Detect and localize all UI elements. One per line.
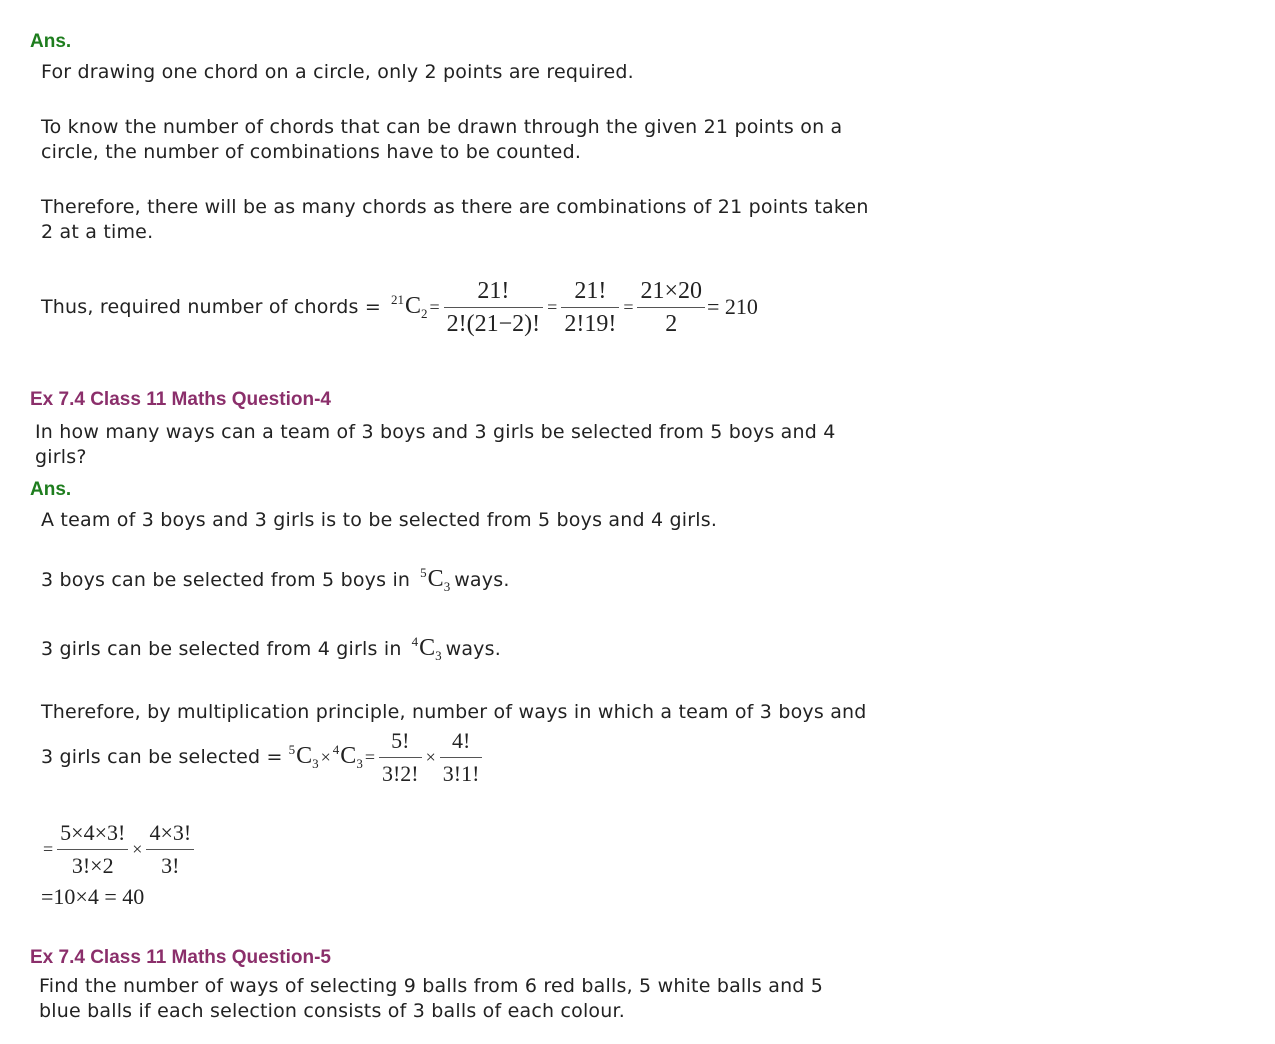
q4-formula-2 xyxy=(41,814,196,884)
equals-sign: = xyxy=(429,296,440,317)
q3-answer-paragraph-2-line-2: circle, the number of combinations have to be counted. xyxy=(41,141,582,163)
q4-fraction-1: $\frac{5!}{3!2!}$ xyxy=(379,725,422,790)
q4-final-result: =10×4 = 40 xyxy=(41,884,145,909)
q4-combination-4c3: $^4C_3$ xyxy=(411,634,442,663)
q4-answer-paragraph-1: A team of 3 boys and 3 girls is to be selected from 5 boys and 4 girls. xyxy=(41,509,718,531)
q3-chords-formula xyxy=(41,272,758,342)
q4-heading: Ex 7.4 Class 11 Maths Question-4 xyxy=(30,389,331,410)
q4-combination-4c3: $^4C_3$ xyxy=(332,742,363,771)
q4-fraction-2: $\frac{4!}{3!1!}$ xyxy=(440,725,483,790)
q4-question-line-1: In how many ways can a team of 3 boys and 3 girls be selected from 5 boys and 4 xyxy=(35,421,836,443)
times-sign: × xyxy=(425,746,436,767)
q3-answer-paragraph-3-line-2: 2 at a time. xyxy=(41,221,154,243)
q3-fraction-2: $\frac{21!}{2!19!}$ xyxy=(561,275,619,340)
answer-label: Ans. xyxy=(30,479,72,500)
q3-fraction-1: $\frac{21!}{2!(21-2)!}$ xyxy=(444,275,544,340)
q3-answer-paragraph-1: For drawing one chord on a circle, only 2 points are required. xyxy=(41,61,634,83)
q4-fraction-4: $\frac{4\times 3!}{3!}$ xyxy=(146,817,194,882)
q4-combination-5c3: $^5C_3$ xyxy=(288,742,319,771)
q3-result: = 210 xyxy=(707,294,758,319)
answer-label: Ans. xyxy=(30,31,72,52)
q4-formula-1: 3 girls can be selected = $^5C_3$ × $^4C_3$ = $\frac{5!}{3!2!}$ × $\frac{4!}{3!1!}$ xyxy=(41,724,484,790)
q3-answer-paragraph-3-line-1: Therefore, there will be as many chords as there are combinations of 21 points taken xyxy=(41,196,869,218)
q4-combination-5c3: $^5C_3$ xyxy=(420,565,451,594)
equals-sign: = xyxy=(623,296,634,317)
equals-sign: = xyxy=(364,746,375,767)
times-sign: × xyxy=(132,838,143,859)
q3-formula-lead-text: Thus, required number of chords = xyxy=(41,295,381,318)
q4-question-line-2: girls? xyxy=(35,446,87,468)
equals-sign: = xyxy=(43,838,54,859)
q4-fraction-3: $\frac{5\times 4\times 3!}{3!\times 2}$ xyxy=(57,817,128,882)
q4-girls-line: 3 girls can be selected from 4 girls in $^4C_3$ ways. xyxy=(41,634,501,663)
q4-boys-line: 3 boys can be selected from 5 boys in $^5C_3$ ways. xyxy=(41,565,510,594)
q5-question-line-1: Find the number of ways of selecting 9 balls from 6 red balls, 5 white balls and 5 xyxy=(39,975,824,997)
q3-combination-21c2: $^{21}C_2$ xyxy=(390,292,428,321)
q3-answer-paragraph-2-line-1: To know the number of chords that can be drawn through the given 21 points on a xyxy=(41,116,843,138)
q5-heading: Ex 7.4 Class 11 Maths Question-5 xyxy=(30,947,331,968)
q5-question-line-2: blue balls if each selection consists of 3 balls of each colour. xyxy=(39,1000,626,1022)
q3-fraction-3: $\frac{21\times 20}{2}$ xyxy=(637,275,705,340)
equals-sign: = xyxy=(547,296,558,317)
q4-answer-paragraph-4-line-1: Therefore, by multiplication principle, number of ways in which a team of 3 boys and xyxy=(41,701,867,723)
times-sign: × xyxy=(320,746,331,767)
